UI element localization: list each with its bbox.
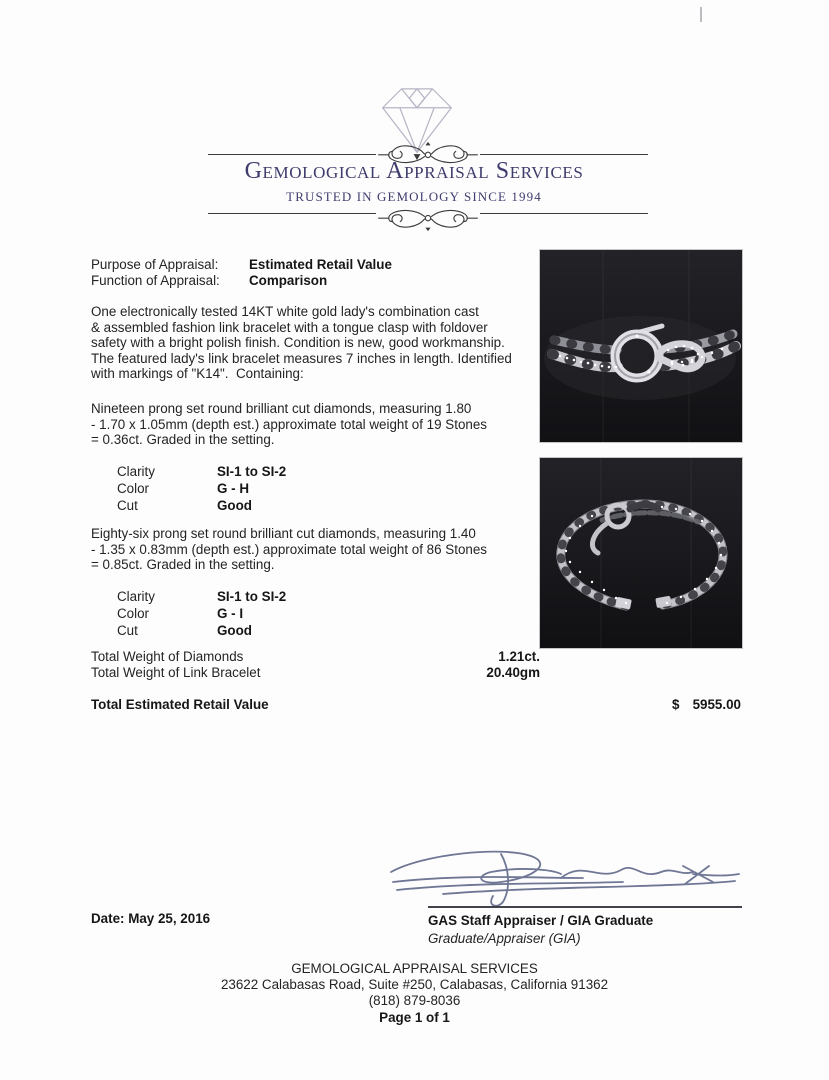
retail-value-label: Total Estimated Retail Value xyxy=(91,697,269,712)
signature-image xyxy=(383,848,745,910)
grade-label: Cut xyxy=(117,498,138,514)
appraiser-title: GAS Staff Appraiser / GIA Graduate xyxy=(428,913,654,928)
grade-row xyxy=(117,463,286,480)
scan-artifact xyxy=(700,7,702,22)
stone-line: = 0.36ct. Graded in the setting. xyxy=(91,432,275,448)
footer-phone: (818) 879-8036 xyxy=(368,993,461,1009)
stone-group-2-grades xyxy=(117,588,286,640)
grade-label: Color xyxy=(117,481,149,497)
total-label: Total Weight of Link Bracelet xyxy=(91,665,261,681)
rule-line xyxy=(480,213,648,214)
bracelet-photo-open xyxy=(540,458,742,648)
grade-value: SI-1 to SI-2 xyxy=(217,589,287,604)
grade-label: Clarity xyxy=(117,589,155,604)
date-label: Date: May 25, 2016 xyxy=(91,911,211,926)
grade-row xyxy=(117,605,286,622)
item-description xyxy=(91,304,541,382)
org-name-heading: Gemological Appraisal Services xyxy=(244,158,584,184)
grade-row xyxy=(117,622,286,639)
footer-address: 23622 Calabasas Road, Suite #250, Calabasas, California 91362 xyxy=(220,977,609,993)
description-line: safety with a bright polish finish. Condition is new, good workmanship. xyxy=(91,335,505,351)
appraisal-meta xyxy=(91,257,392,290)
grade-row xyxy=(117,588,286,605)
bracelet-photo-closed xyxy=(540,250,742,442)
grade-label: Color xyxy=(117,606,149,622)
function-value: Comparison xyxy=(249,273,328,289)
grade-label: Cut xyxy=(117,623,138,639)
purpose-label: Purpose of Appraisal: xyxy=(91,257,219,272)
rule-line xyxy=(208,154,376,155)
stone-group-1-grades xyxy=(117,463,286,515)
grade-label: Clarity xyxy=(117,464,155,479)
org-tagline: TRUSTED IN GEMOLOGY SINCE 1994 xyxy=(286,189,542,204)
grade-row xyxy=(117,480,286,497)
stone-line: Eighty-six prong set round brilliant cut diamonds, measuring 1.40 xyxy=(91,526,476,541)
total-value: 20.40gm xyxy=(486,665,540,681)
totals-table xyxy=(91,649,540,681)
rule-line xyxy=(208,213,376,214)
grade-value: G - H xyxy=(217,481,249,497)
function-label: Function of Appraisal: xyxy=(91,273,220,289)
grade-value: Good xyxy=(217,623,252,639)
header-bottom-rule xyxy=(208,201,648,225)
page-number: Page 1 of 1 xyxy=(379,1010,450,1025)
stone-line: = 0.85ct. Graded in the setting. xyxy=(91,557,275,573)
total-row xyxy=(91,665,540,681)
stone-line: Nineteen prong set round brilliant cut diamonds, measuring 1.80 xyxy=(91,401,472,416)
flourish-ornament-icon xyxy=(376,206,480,232)
total-row xyxy=(91,649,540,665)
retail-value-amount: 5955.00 xyxy=(692,697,741,712)
grade-value: SI-1 to SI-2 xyxy=(217,464,287,479)
description-line: with markings of "K14". Containing: xyxy=(91,366,304,382)
currency-symbol: $ xyxy=(672,697,680,712)
stone-group-1-description xyxy=(91,401,541,448)
rule-line xyxy=(480,154,648,155)
footer-org-name: GEMOLOGICAL APPRAISAL SERVICES xyxy=(291,961,538,976)
description-line: One electronically tested 14KT white gold lady's combination cast xyxy=(91,304,479,319)
grade-value: Good xyxy=(217,498,252,514)
total-value: 1.21ct. xyxy=(498,649,540,664)
purpose-row xyxy=(91,257,392,273)
stone-line: - 1.70 x 1.05mm (depth est.) approximate total weight of 19 Stones xyxy=(91,416,487,432)
function-row xyxy=(91,273,392,289)
appraiser-block xyxy=(428,912,653,947)
footer-block xyxy=(0,961,829,1010)
description-line: & assembled fashion link bracelet with a tongue clasp with foldover xyxy=(91,319,488,335)
grade-row xyxy=(117,497,286,514)
signature-line xyxy=(428,906,742,908)
stone-line: - 1.35 x 0.83mm (depth est.) approximate total weight of 86 Stones xyxy=(91,541,487,557)
description-line: The featured lady's link bracelet measures 7 inches in length. Identified xyxy=(91,350,512,366)
grade-value: G - I xyxy=(217,606,244,622)
stone-group-2-description xyxy=(91,526,541,573)
total-label: Total Weight of Diamonds xyxy=(91,649,244,664)
purpose-value: Estimated Retail Value xyxy=(249,257,392,272)
appraiser-subtitle: Graduate/Appraiser (GIA) xyxy=(428,930,581,946)
